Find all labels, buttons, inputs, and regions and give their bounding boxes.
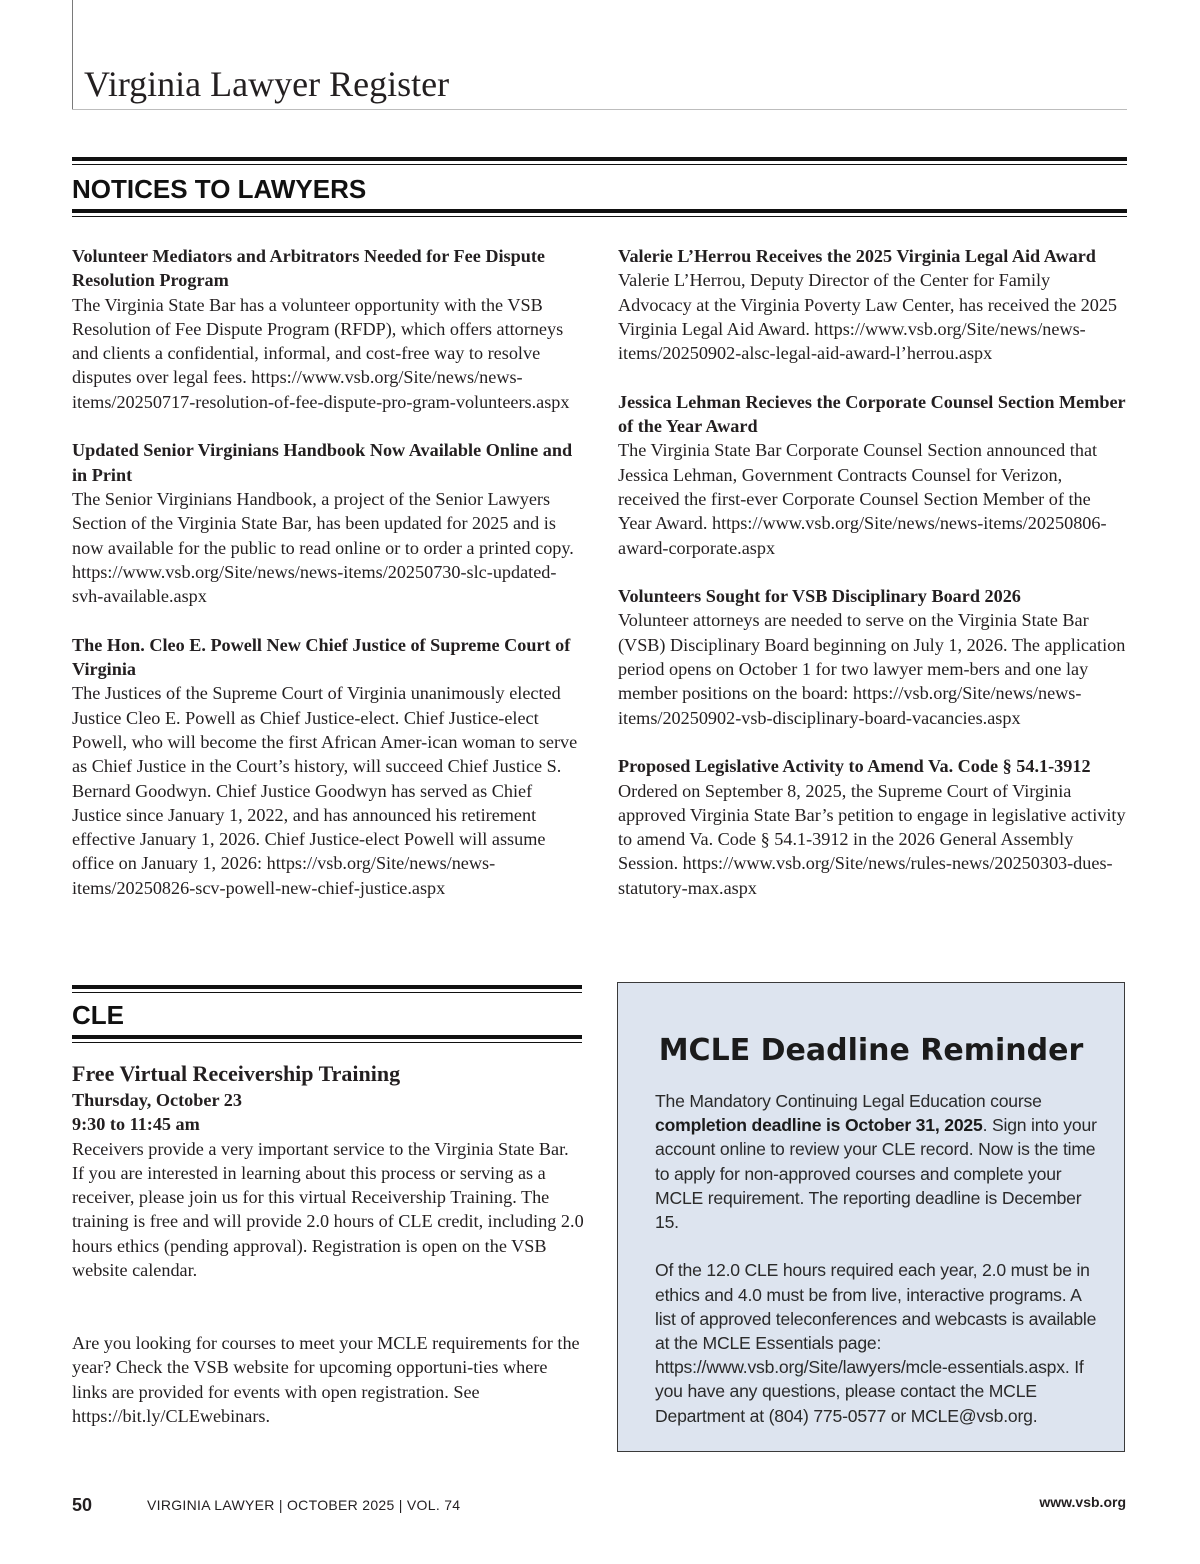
notice-body: The Justices of the Supreme Court of Virginia unanimously elected Justice Cleo E. Powell as Chief Justice-elect. Chief Justice-elect Powell, who will become the first African Amer-ican woman to serve as Chief Justice in the Court’s history, will succeed Chief Justice S. Bernard Goodwyn. Chief Justice Goodwyn has served as Chief Justice since January 1, 2022, and has announced his retirement effective January 1, 2026. Chief Justice-elect Powell will assume office on January 1, 2026: https://vsb.org/Site/news/news-items/20250826-scv-powell-new-chief-justice.aspx — [72, 683, 578, 898]
notice-title: Jessica Lehman Recieves the Corporate Counsel Section Member of the Year Award — [618, 391, 1126, 437]
notice-body: Valerie L’Herrou, Deputy Director of the Center for Family Advocacy at the Virginia Poverty Law Center, has received the 2025 Virginia Legal Aid Award. https://www.vsb.org/Site/news/news-items/20250902-alsc-legal-aid-award-l’herrou.aspx — [618, 270, 1118, 364]
notices-top-rule-thick — [72, 157, 1127, 161]
notice-item — [618, 754, 1126, 900]
notice-title: Valerie L’Herrou Receives the 2025 Virginia Legal Aid Award — [618, 246, 1096, 266]
mcle-p1-intro: The Mandatory Continuing Legal Education course — [655, 1091, 1042, 1111]
mcle-paragraph-1 — [655, 1089, 1100, 1234]
notice-body: Ordered on September 8, 2025, the Supreme Court of Virginia approved Virginia State Bar’s petition to engage in legislative activity to amend Va. Code § 54.1-3912 in the 2026 General Assembly Session. https://www.vsb.org/Site/news/rules-news/20250303-dues-statutory-max.aspx — [618, 780, 1126, 898]
notice-item — [72, 633, 584, 900]
notice-title: Volunteer Mediators and Arbitrators Needed for Fee Dispute Resolution Program — [72, 246, 545, 291]
notice-item — [72, 438, 584, 608]
notice-body: Volunteer attorneys are needed to serve on the Virginia State Bar (VSB) Disciplinary Board beginning on July 1, 2026. The application period opens on October 1 for two lawyer mem-bers and one lay member positions on the board: https://vsb.org/Site/news/news-items/20250902-vsb-disciplinary-board-vacancies.aspx — [618, 610, 1126, 728]
cle-more-info: Are you looking for courses to meet your MCLE requirements for the year? Check the VSB website for upcoming opportuni-ties where links are provided for events with open registration. See https://bit.ly/CLEwebinars. — [72, 1332, 580, 1426]
notices-bottom-rule-thin — [72, 216, 1127, 217]
notice-item — [618, 244, 1126, 365]
cle-event-body: Receivers provide a very important service to the Virginia State Bar. If you are interested in learning about this process or serving as a receiver, please join us for this virtual Receivership Training. The training is free and will provide 2.0 hours of CLE credit, including 2.0 hours ethics (pending approval). Registration is open on the VSB website calendar. — [72, 1138, 584, 1281]
mcle-heading: MCLE Deadline Reminder — [658, 1033, 1084, 1068]
notices-left-column — [72, 244, 584, 924]
notice-body: The Virginia State Bar has a volunteer opportunity with the VSB Resolution of Fee Dispute Program (RFDP), which offers attorneys and clients a confidential, informal, and cost-free way to resolve disputes over legal fees. https://www.vsb.org/Site/news/news-items/20250717-resolution-of-fee-dispute-pro-gram-volunteers.aspx — [72, 294, 570, 412]
notices-top-rule-thin — [72, 164, 1127, 165]
notice-title: The Hon. Cleo E. Powell New Chief Justice of Supreme Court of Virginia — [72, 634, 571, 680]
notice-item — [618, 584, 1126, 730]
cle-top-rule-thin — [72, 992, 582, 993]
notice-title: Volunteers Sought for VSB Disciplinary Board 2026 — [618, 586, 1021, 607]
mcle-text — [655, 1089, 1100, 1428]
cle-event-title: Free Virtual Receivership Training — [72, 1061, 401, 1086]
notice-title: Proposed Legislative Activity to Amend Va. Code § 54.1-3912 — [618, 756, 1091, 777]
mcle-paragraph-2: Of the 12.0 CLE hours required each year, 2.0 must be in ethics and 4.0 must be from live, interactive programs. A list of approved teleconferences and webcasts is available at the MCLE Essentials page: https://www.vsb.org/Site/lawyers/mcle-essentials.aspx. If you have any questions, please contact the MCLE Department at (804) 775-0577 or MCLE@vsb.org. — [655, 1260, 1097, 1426]
header-vertical-rule — [72, 0, 73, 110]
notices-bottom-rule-thick — [72, 209, 1127, 213]
notice-body: The Senior Virginians Handbook, a project of the Senior Lawyers Section of the Virginia State Bar, has been updated for 2025 and is now available for the public to read online or to order a printed copy. https://www.vsb.org/Site/news/news-items/20250730-slc-updated-svh-available.aspx — [72, 488, 574, 607]
cle-column — [72, 1060, 584, 1428]
mcle-deadline-emphasis: completion deadline is October 31, 2025 — [655, 1115, 983, 1136]
notice-item — [72, 244, 584, 414]
header-horizontal-rule — [72, 109, 1127, 110]
cle-event-time: 9:30 to 11:45 am — [72, 1114, 200, 1135]
notices-right-column — [618, 244, 1126, 924]
mcle-reminder-box — [617, 982, 1125, 1452]
running-title: Virginia Lawyer Register — [84, 64, 450, 104]
cle-event-date: Thursday, October 23 — [72, 1090, 242, 1110]
mcle-p1-rest: . Sign into your account online to review your CLE record. Now is the time to apply for non-approved courses and complete your MCLE requirement. The reporting deadline is December 15. — [655, 1115, 1097, 1233]
notices-section-title: NOTICES TO LAWYERS — [72, 174, 367, 204]
publication-line: VIRGINIA LAWYER | OCTOBER 2025 | VOL. 74 — [147, 1497, 461, 1513]
notice-body: The Virginia State Bar Corporate Counsel Section announced that Jessica Lehman, Government Contracts Counsel for Verizon, received the first-ever Corporate Counsel Section Member of the Year Award. https://www.vsb.org/Site/news/news-items/20250806-award-corporate.aspx — [618, 440, 1107, 558]
website-link[interactable]: www.vsb.org — [1039, 1494, 1126, 1510]
cle-bottom-rule-thick — [72, 1035, 582, 1039]
notice-item — [618, 390, 1126, 560]
page-number: 50 — [72, 1495, 93, 1515]
notice-title: Updated Senior Virginians Handbook Now Available Online and in Print — [72, 440, 573, 485]
cle-top-rule-thick — [72, 985, 582, 989]
cle-section-title: CLE — [72, 1000, 124, 1030]
cle-bottom-rule-thin — [72, 1042, 582, 1043]
